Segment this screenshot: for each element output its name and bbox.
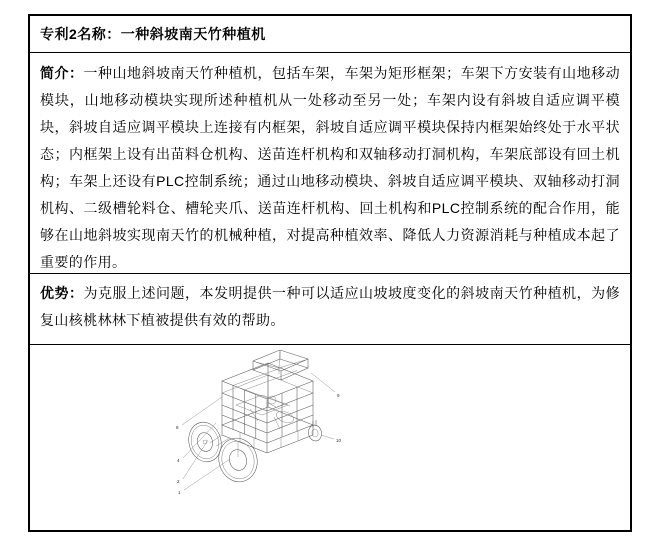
machine-frame: [210, 363, 313, 457]
patent-figure-drawing: [150, 347, 430, 507]
advantage-section: [30, 274, 630, 345]
intro-paragraph: [40, 60, 620, 274]
advantage-text: 为克服上述问题，本发明提供一种可以适应山坡坡度变化的斜坡南天竹种植机，为修复山核桃林林下植被提供有效的帮助。: [40, 285, 620, 328]
figure-callout-10: 10: [336, 438, 342, 443]
intro-section: [30, 53, 630, 274]
patent-title-row: [30, 16, 630, 53]
figure-callout-1: 1: [178, 490, 181, 495]
intro-label: 简介：: [40, 65, 84, 81]
figure-callout-4: 4: [177, 458, 180, 463]
patent-info-table: [28, 14, 632, 532]
figure-section: [30, 345, 630, 530]
intro-text: 一种山地斜坡南天竹种植机，包括车架，车架为矩形框架；车架下方安装有山地移动模块，山地移动模块实现所述种植机从一处移动至另一处；车架内设有斜坡自适应调平模块，斜坡自适应调平模块上连接有内框架，斜坡自适应调平模块保持内框架始终处于水平状态；内框架上设有出苗料仓机构、送苗连杆机构和双轴移动打洞机构，车架底部设有回土机构；车架上还设有PLC控制系统；通过山地移动模块、斜坡自适应调平模块、双轴移动打洞机构、二级槽轮料仓、槽轮夹爪、送苗连杆机构、回土机构和PLC控制系统的配合作用，能够在山地斜坡实现南天竹的机械种植，对提高种植效率、降低人力资源消耗与种植成本起了重要的作用。: [40, 65, 620, 270]
patent-title-label: 专利2名称：: [40, 26, 121, 42]
patent-title-text: 一种斜坡南天竹种植机: [120, 26, 266, 42]
advantage-label: 优势：: [40, 285, 84, 301]
figure-callout-2: 2: [177, 479, 180, 484]
figure-callout-9: 9: [337, 393, 340, 398]
rear-wheel: [184, 419, 225, 466]
advantage-paragraph: [40, 280, 620, 334]
figure-callout-8: 8: [176, 425, 179, 430]
figure-callouts: [176, 373, 342, 495]
